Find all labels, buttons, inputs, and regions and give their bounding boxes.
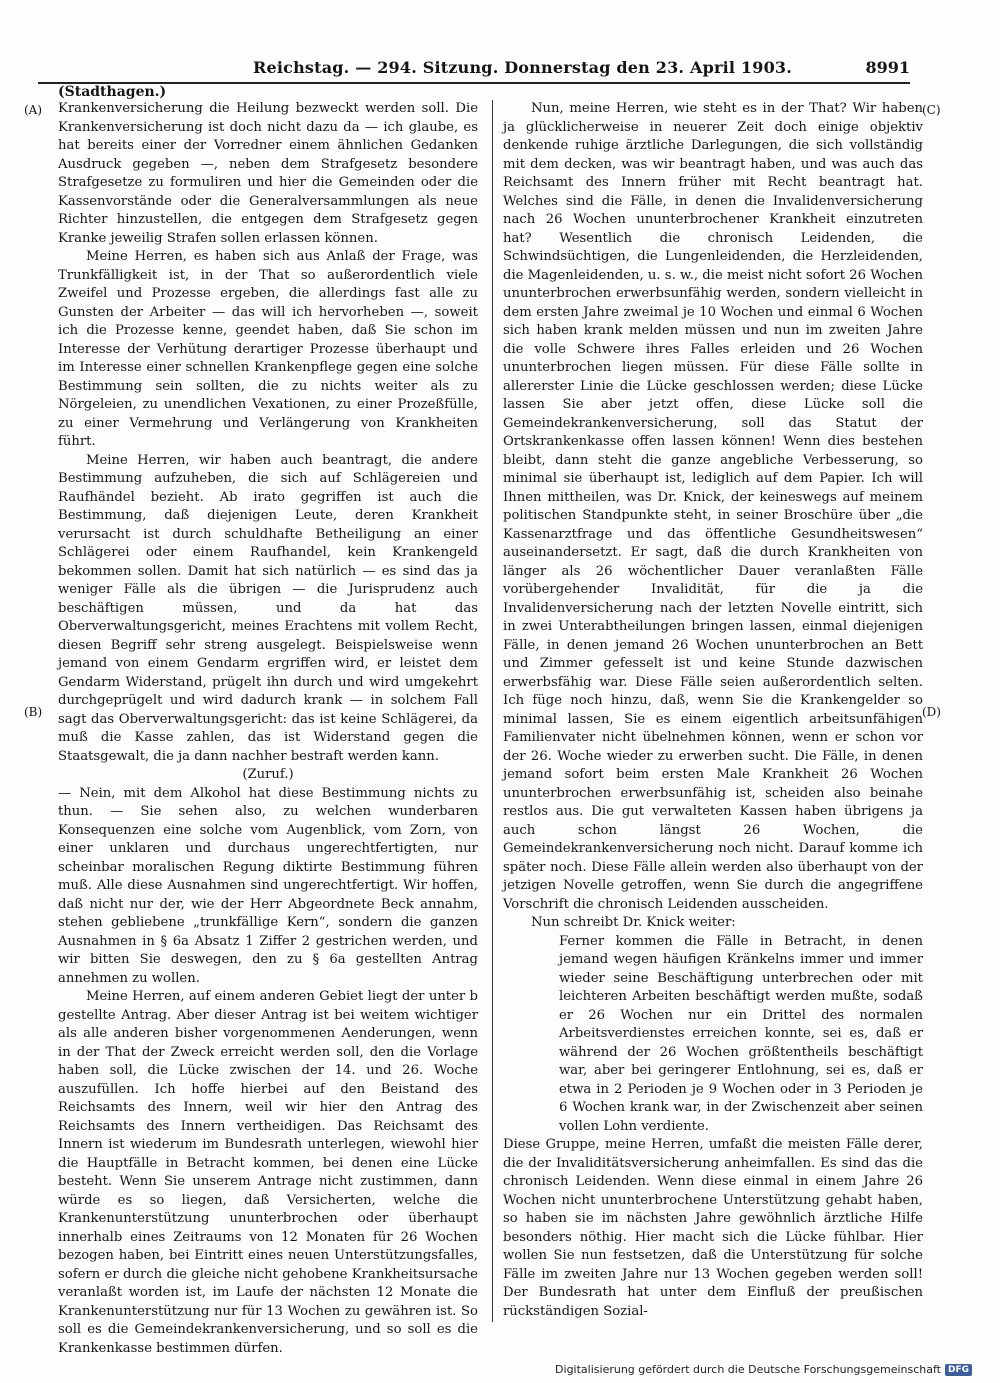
column-divider — [492, 100, 493, 1322]
speaker-name: (Stadthagen.) — [58, 84, 167, 100]
header-title: Reichstag. — 294. Sitzung. Donnerstag den 23. April 1903. — [253, 58, 793, 77]
right-column — [503, 100, 923, 1321]
interjection: (Zuruf.) — [242, 767, 294, 782]
page-number: 8991 — [865, 58, 910, 77]
margin-marker-a: (A) — [24, 103, 43, 117]
paragraph: — Nein, mit dem Alkohol hat diese Bestimmung nichts zu thun. — Sie sehen also, zu welchen wunderbaren Konsequenzen eine solche vom Augenblick, vom Zorn, von einer unklaren und durchaus ungerechtfertigten, nur scheinbar moralischen Regung diktirte Bestimmung führen muß. Alle diese Ausnahmen sind ungerechtfertigt. Wir hoffen, daß nicht nur der, wie der Herr Abgeordnete Beck annahm, stehen gebliebene „trunkfällige Kern“, sondern die ganzen Ausnahmen in § 6a Absatz 1 Ziffer 2 gestrichen werden, und wir bitten Sie deswegen, den zu § 6a gestellten Antrag annehmen zu wollen. — [58, 785, 478, 986]
paragraph: Meine Herren, es haben sich aus Anlaß der Frage, was Trunkfälligkeit ist, in der That so außerordentlich viele Zweifel und Prozesse ergeben, die allerdings fast alle zu Gunsten der Arbeiter — das will ich hervorheben —, soweit ich die Prozesse kenne, geendet haben, daß Sie schon im Interesse der Verhütung derartiger Prozesse überhaupt und im Interesse einer schnellen Krankenpflege gegen eine solche Bestimmung sein sollten, die zu nichts weiter als zu Nörgeleien, zu unendlichen Vexationen, zu einer Prozeßfülle, zu einer Vermehrung und Verlängerung von Krankheiten führt. — [58, 249, 478, 449]
dfg-logo-icon: DFG — [945, 1364, 972, 1376]
left-column — [58, 100, 478, 1358]
paragraph: Nun, meine Herren, wie steht es in der That? Wir haben ja glücklicherweise in neuerer Zeit doch einige objektiv denkende ruhige ärztliche Darlegungen, die sich vollständig mit dem decken, was wir beantragt haben, und was auch das Reichsamt des Innern früher mit Recht beantragt hat. Welches sind die Fälle, in denen die Invalidenversicherung nach 26 Wochen ununterbrochener Krankheit einzutreten hat? Wesentlich die chronisch Leidenden, die Schwindsüchtigen, die Lungenleidenden, die Herzleidenden, die Magenleidenden, u. s. w., die meist nicht sofort 26 Wochen ununterbrochen erwerbsunfähig werden, sondern vielleicht in dem ersten Jahre zweimal je 10 Wochen und einmal 6 Wochen sich haben krank melden müssen und nun im zweiten Jahre die volle Schwere ihres Falles erleiden und 26 Wochen ununterbrochen liegen müssen. Für diese Fälle sollte in allererster Linie die Lücke geschlossen werden; diese Lücke lassen Sie aber jetzt offen, diese Lücke soll die Gemeindekrankenversicherung, soll das Statut der Ortskrankenkasse offen lassen können! Wenn dies bestehen bleibt, dann steht die ganze angebliche Verbesserung, so minimal sie überhaupt ist, lediglich auf dem Papier. Ich will Ihnen mittheilen, was Dr. Knick, der keineswegs auf meinem politischen Standpunkte steht, in seiner Broschüre über „die Kassenarztfrage und das öffentliche Gesundheitswesen“ auseinandersetzt. Er sagt, daß die durch Krankheiten von länger als 26 wöchentlicher Dauer veranlaßten Fälle vorübergehender Invalidität, für die ja die Invalidenversicherung nach der letzten Novelle eintritt, sich in zwei Unterabtheilungen bringen lassen, einmal diejenigen Fälle, in denen jemand 26 Wochen ununterbrochen an Bett und Zimmer gefesselt ist und keine Stunde dazwischen erwerbsfähig war. Diese Fälle seien außerordentlich selten. Ich füge noch hinzu, daß, wenn Sie die Krankengelder so minimal lassen, Sie es einem eigentlich arbeitsunfähigen Familienvater nicht übelnehmen können, wenn er schon vor der 26. Woche wieder zu erwerben sucht. Die Fälle, in denen jemand sofort beim ersten Male Krankheit 26 Wochen ununterbrochen erwerbsunfähig ist, scheiden also beinahe restlos aus. Die gut verwalteten Kassen haben übrigens ja auch schon längst 26 Wochen, die Gemeindekrankenversicherung noch nicht. Darauf komme ich später noch. Diese Fälle allein werden also überhaupt von der jetzigen Novelle getroffen, wenn Sie durch die angegriffene Vorschrift die chronisch Leidenden ausscheiden. — [503, 101, 923, 912]
paragraph: Meine Herren, wir haben auch beantragt, die andere Bestimmung aufzuheben, die sich auf Schlägereien und Raufhändel bezieht. Ab irato gegriffen ist auch die Bestimmung, daß diejenigen Leute, deren Krankheit verursacht ist durch schuldhafte Betheiligung an einer Schlägerei oder einem Raufhandel, kein Krankengeld bekommen sollen. Damit hat sich natürlich — es sind das ja weniger Fälle als die übrigen — die Jurisprudenz auch beschäftigen müssen, und da hat das Oberverwaltungsgericht, meines Erachtens mit vollem Recht, diesen Begriff sehr streng ausgelegt. Beispielsweise wenn jemand von einem Gendarm ergriffen wird, er leistet dem Gendarm Widerstand, prügelt ihn durch und wird umgekehrt durchgeprügelt und wird dadurch krank — in solchem Fall sagt das Oberverwaltungsgericht: das ist keine Schlägerei, da muß die Kasse zahlen, das ist Widerstand gegen die Staatsgewalt, die ja dann nachher bestraft werden kann. — [58, 452, 478, 764]
header-rule — [38, 82, 910, 84]
margin-marker-d: (D) — [922, 705, 941, 719]
page-header — [38, 58, 910, 80]
paragraph: Krankenversicherung die Heilung bezweckt werden soll. Die Krankenversicherung ist doch nicht dazu da — ich glaube, es hat bereits einer der Vorredner einem ähnlichen Gedanken Ausdruck gegeben —, neben dem Strafgesetz besondere Strafgesetze zu formuliren und hier die Gemeinden oder die Kassenvorstände oder die Generalversammlungen als neue Richter hinzustellen, die entgegen dem Strafgesetz gegen Kranke jeweilig Strafen sollen erlassen können. — [58, 101, 478, 246]
paragraph: Meine Herren, auf einem anderen Gebiet liegt der unter b gestellte Antrag. Aber dieser Antrag ist bei weitem wichtiger als alle anderen bisher vorgenommenen Aenderungen, wenn in der That der Zweck erreicht werden soll, den die Vorlage haben soll, die Lücke zwischen der 14. und 26. Woche auszufüllen. Ich hoffe hierbei auf den Beistand des Reichsamts des Innern, weil wir hier den Antrag des Reichsamts des Innern vertheidigen. Das Reichsamt des Innern ist wiederum im Bundesrath unterlegen, wiewohl hier die Hauptfälle in Betracht kommen, bei denen eine Lücke besteht. Wenn Sie unserem Antrage nicht zustimmen, dann würde es so liegen, daß Versicherten, welche die Krankenunterstützung ununterbrochen oder überhaupt innerhalb eines Zeitraums von 12 Monaten für 26 Wochen bezogen haben, bei Eintritt eines neuen Unterstützungsfalles, sofern er durch die gleiche nicht gehobene Krankheitsursache veranlaßt worden ist, im Laufe der nächsten 12 Monate die Krankenunterstützung nur für 13 Wochen zu gewähren ist. So soll es die Gemeindekrankenversicherung, und so soll es die Krankenkasse bestimmen dürfen. — [58, 989, 478, 1356]
footer-text: Digitalisierung gefördert durch die Deutsche Forschungsgemeinschaft — [555, 1363, 941, 1376]
margin-marker-c: (C) — [922, 103, 941, 117]
block-quote: Ferner kommen die Fälle in Betracht, in denen jemand wegen häufigen Kränkelns immer und immer wieder seine Beschäftigung unterbrechen oder mit leichteren Arbeiten beschäftigt werden mußte, sodaß er 26 Wochen nur ein Drittel des normalen Arbeitsverdienstes erreichen konnte, sei es, daß er während der 26 Wochen größtentheils beschäftigt war, aber bei geringerer Entlohnung, sei es, daß er etwa in 2 Perioden je 9 Wochen oder in 3 Perioden je 6 Wochen krank war, in der Zwischenzeit aber seinen vollen Lohn verdiente. — [559, 933, 923, 1134]
paragraph: Diese Gruppe, meine Herren, umfaßt die meisten Fälle derer, die der Invaliditätsversicherung anheimfallen. Es sind das die chronisch Leidenden. Wenn diese einmal in einem Jahre 26 Wochen nicht ununterbrochene Unterstützung gehabt haben, so haben sie im nächsten Jahre gewöhnlich ärztliche Hilfe besonders nöthig. Hier macht sich die Lücke fühlbar. Hier wollen Sie nun festsetzen, daß die Unterstützung für solche Fälle im zweiten Jahre nur 13 Wochen gegeben werden soll! Der Bundesrath hat unter dem Einfluß der preußischen rückständigen Sozial- — [503, 1137, 923, 1319]
margin-marker-b: (B) — [24, 705, 43, 719]
paragraph: Nun schreibt Dr. Knick weiter: — [531, 915, 736, 930]
footer-credit — [555, 1363, 972, 1376]
